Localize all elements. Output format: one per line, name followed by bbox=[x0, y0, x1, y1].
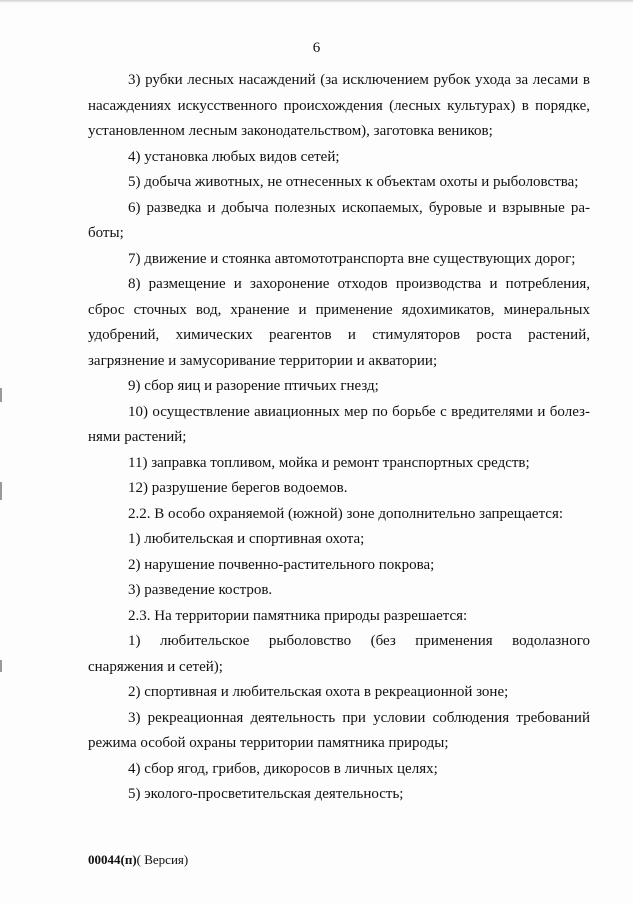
paragraph-9: 11) заправка топливом, мойка и ремонт транспортных средств; bbox=[128, 454, 530, 471]
footer-label: ( Версия) bbox=[136, 852, 189, 867]
scan-mark-left-2 bbox=[0, 482, 2, 500]
paragraph-19: 4) сбор ягод, грибов, дикоросов в личных целях; bbox=[128, 760, 438, 777]
paragraph-3: 5) добыча животных, не отнесенных к объектам охоты и рыболовства; bbox=[128, 174, 579, 190]
paragraph-17: 2) спортивная и любительская охота в рекреационной зоне; bbox=[128, 684, 509, 700]
paragraph-11: 2.2. В особо охраняемой (южной) зоне дополнительно запрещается: bbox=[128, 505, 564, 522]
paragraph-8: 10) осуществление авиационных мер по борьбе с вредителями и болезнями растений; bbox=[88, 403, 590, 445]
paragraph-2: 4) установка любых видов сетей; bbox=[128, 148, 340, 165]
paragraph-10: 12) разрушение берегов водоемов. bbox=[128, 480, 348, 496]
scan-mark-left-1 bbox=[0, 388, 2, 402]
paragraph-12: 1) любительская и спортивная охота; bbox=[128, 531, 365, 547]
paragraph-1: 3) рубки лесных насаждений (за исключением рубок ухода за лесами в насаждениях искусственного происхождения (лесных культурах) в порядке, установленном лесным законодательством), заготовка веников; bbox=[88, 72, 590, 139]
scan-top-edge bbox=[0, 0, 633, 3]
scan-mark-left-3 bbox=[0, 660, 2, 672]
paragraph-4: 6) разведка и добыча полезных ископаемых, буровые и взрывные работы; bbox=[88, 199, 590, 241]
paragraph-6: 8) размещение и захоронение отходов производства и потребления, сброс сточных вод, хранение и применение ядохимикатов, минеральных удобрений, химических реагентов и стимуляторов роста растений, загрязнение и замусоривание территории и акватории; bbox=[88, 276, 590, 369]
paragraph-16: 1) любительское рыболовство (без применения водолазного снаряжения и сетей); bbox=[88, 633, 590, 675]
paragraph-20: 5) эколого-просветительская деятельность; bbox=[128, 786, 404, 802]
paragraph-7: 9) сбор яиц и разорение птичьих гнезд; bbox=[128, 378, 379, 394]
document-body bbox=[88, 68, 590, 808]
paragraph-13: 2) нарушение почвенно-растительного покрова; bbox=[128, 556, 435, 573]
paragraph-18: 3) рекреационная деятельность при условии соблюдения требований режима особой охраны территории памятника природы; bbox=[88, 709, 590, 751]
page-number: 6 bbox=[312, 40, 321, 56]
footer-code: 00044(п) bbox=[88, 852, 137, 867]
paragraph-15: 2.3. На территории памятника природы разрешается: bbox=[128, 607, 468, 624]
paragraph-14: 3) разведение костров. bbox=[128, 582, 273, 598]
document-footer bbox=[88, 852, 188, 868]
paragraph-5: 7) движение и стоянка автомототранспорта вне существующих дорог; bbox=[128, 250, 576, 267]
